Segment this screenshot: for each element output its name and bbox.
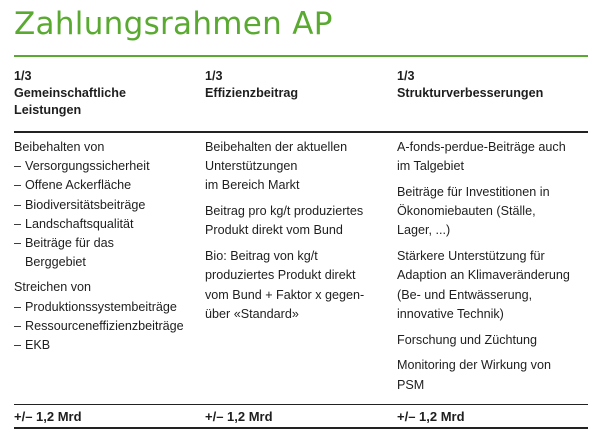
column-heading: Gemeinschaftliche — [14, 86, 126, 100]
column-header-gemeinschaftliche — [14, 68, 200, 119]
list-item-cont: Berggebiet — [25, 255, 86, 270]
paragraph — [397, 183, 593, 241]
column-fraction: 1/3 — [397, 69, 415, 83]
bottom-rule — [14, 427, 588, 429]
list-item: – Offene Ackerfläche — [14, 176, 200, 195]
header-rule — [14, 131, 588, 133]
text-line: Bio: Beitrag von kg/t — [205, 249, 318, 264]
text-line: A-fonds-perdue-Beiträge auch — [397, 140, 566, 154]
text-line: vom Bund + Faktor x gegen- — [205, 287, 365, 302]
paragraph — [205, 138, 391, 196]
column-header-strukturverbesserungen — [397, 68, 593, 102]
list-item: – Beiträge für das — [14, 234, 200, 253]
column-total: +/– 1,2 Mrd — [14, 409, 82, 424]
paragraph — [205, 202, 391, 240]
list-item: – Versorgungssicherheit — [14, 157, 200, 176]
paragraph — [397, 331, 593, 350]
text-line: im Talgebiet — [397, 159, 464, 174]
column-header-effizienzbeitrag — [205, 68, 391, 102]
paragraph — [397, 356, 593, 394]
list-item: – Biodiversitätsbeiträge — [14, 196, 200, 215]
text-line: PSM — [397, 377, 425, 392]
footer-rule — [14, 404, 588, 405]
list-intro: Streichen von — [14, 280, 92, 295]
column-heading: Strukturverbesserungen — [397, 86, 544, 100]
text-line: Beibehalten der aktuellen — [205, 140, 348, 154]
text-line: Monitoring der Wirkung von — [397, 358, 551, 373]
text-line: im Bereich Markt — [205, 178, 300, 193]
list-item: – Produktionssystembeiträge — [14, 298, 200, 317]
column-heading-cont: Leistungen — [14, 103, 82, 117]
column-body-gemeinschaftliche — [14, 138, 200, 355]
text-line: produziertes Produkt direkt — [205, 268, 356, 283]
text-line: über «Standard» — [205, 306, 299, 321]
text-line: Adaption an Klimaveränderung — [397, 268, 570, 283]
keep-list — [14, 157, 200, 253]
column-body-strukturverbesserungen — [397, 138, 593, 401]
text-line: Beiträge für Investitionen in — [397, 185, 550, 199]
list-item: – EKB — [14, 336, 200, 355]
paragraph — [397, 247, 593, 324]
column-body-effizienzbeitrag — [205, 138, 391, 331]
column-fraction: 1/3 — [205, 69, 223, 83]
column-heading: Effizienzbeitrag — [205, 86, 299, 100]
page-title: Zahlungsrahmen AP — [14, 6, 333, 42]
column-fraction: 1/3 — [14, 69, 32, 83]
paragraph — [397, 138, 593, 176]
paragraph — [205, 247, 391, 324]
text-line: Stärkere Unterstützung für — [397, 249, 545, 264]
text-line: Unterstützungen — [205, 159, 298, 174]
title-underline — [14, 55, 588, 57]
text-line: (Be- und Entwässerung, — [397, 287, 533, 302]
remove-list — [14, 298, 200, 356]
text-line: Forschung und Züchtung — [397, 332, 538, 347]
list-item: – Landschaftsqualität — [14, 215, 200, 234]
list-item: – Ressourceneffizienzbeiträge — [14, 317, 200, 336]
text-line: Lager, ...) — [397, 223, 451, 238]
column-total: +/– 1,2 Mrd — [397, 409, 465, 424]
text-line: innovative Technik) — [397, 306, 504, 321]
text-line: Ökonomiebauten (Ställe, — [397, 204, 536, 219]
column-total: +/– 1,2 Mrd — [205, 409, 273, 424]
list-intro: Beibehalten von — [14, 140, 105, 154]
text-line: Beitrag pro kg/t produziertes — [205, 204, 364, 219]
text-line: Produkt direkt vom Bund — [205, 223, 343, 238]
